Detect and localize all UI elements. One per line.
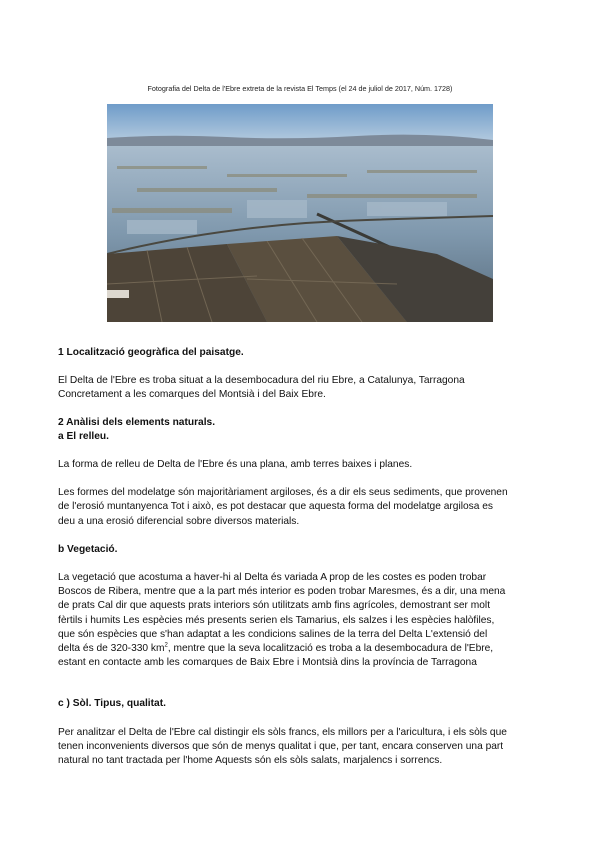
section-2b-line-5: que són espècies que s'han adaptat a les condicions salines de la terra del Delta L'extensió del [58,628,488,640]
document-body [58,346,546,768]
area-superscript: 2 [164,642,168,649]
section-2c-line-3: natural no tant tractada per l'home Aquests són els sòls salats, marjalencs i sorrencs. [58,755,443,767]
section-2b-line-2: Boscos de Ribera, mentre que a la part més interior es poden trobar Maresmes, és a dir, una mena [58,586,506,598]
section-2a-title: a El relleu. [58,430,109,442]
section-2b-line-7: estant en contacte amb les comarques de Baix Ebre i Montsià dins la província de Tarragona [58,657,477,669]
section-2b-line-6 [58,642,546,656]
photo-caption: Fotografia del Delta de l'Ebre extreta de la revista El Temps (el 24 de juliol de 2017, Núm. 1728) [147,84,453,93]
section-1-line-2: Concretament a les comarques del Montsià i del Baix Ebre. [58,389,326,401]
section-2b-line-4: fèrtils i humits Les espècies més presents serien els Tamarius, els salzes i les espècies halòfiles, [58,614,495,626]
section-2-title: 2 Anàlisi dels elements naturals. [58,416,216,428]
section-2a-paragraph-1: La forma de relleu de Delta de l'Ebre és una plana, amb terres baixes i planes. [58,459,413,471]
section-2c-line-2: tenen inconvenients diversos que són de menys qualitat i que, per tant, encara conserven una part [58,740,504,752]
delta-photo [107,104,493,322]
section-2b-line-3: de prats Cal dir que aquests prats interiors són utilitzats amb fins agrícoles, demostrant ser molt [58,600,491,612]
section-2a-p2-line-1: Les formes del modelatge són majoritàriament argiloses, és a dir els seus sediments, que provenen [58,487,508,499]
section-2c-title: c ) Sòl. Tipus, qualitat. [58,698,166,710]
area-text: delta és de 320-330 km [58,643,165,655]
section-2a-p2-line-2: de l'erosió muntanyenca Tot i això, es pot destacar que aquesta forma del modelatge argilosa es [58,501,493,513]
section-2c-line-1: Per analitzar el Delta de l'Ebre cal distingir els sòls francs, els millors per a l'aricultura, i els sòls que [58,726,507,738]
section-1-line-1: El Delta de l'Ebre es troba situat a la desembocadura del riu Ebre, a Catalunya, Tarragona [58,375,465,387]
section-1-title: 1 Localització geogràfica del paisatge. [58,347,244,358]
area-text-continued: , mentre que la seva localització es troba a la desembocadura de l'Ebre, [167,643,494,655]
section-2b-line-1: La vegetació que acostuma a haver-hi al Delta és variada A prop de les costes es poden trobar [58,572,487,584]
section-2a-p2-line-3: deu a una erosió diferencial sobre diversos materials. [58,515,300,527]
section-2b-title: b Vegetació. [58,543,118,555]
